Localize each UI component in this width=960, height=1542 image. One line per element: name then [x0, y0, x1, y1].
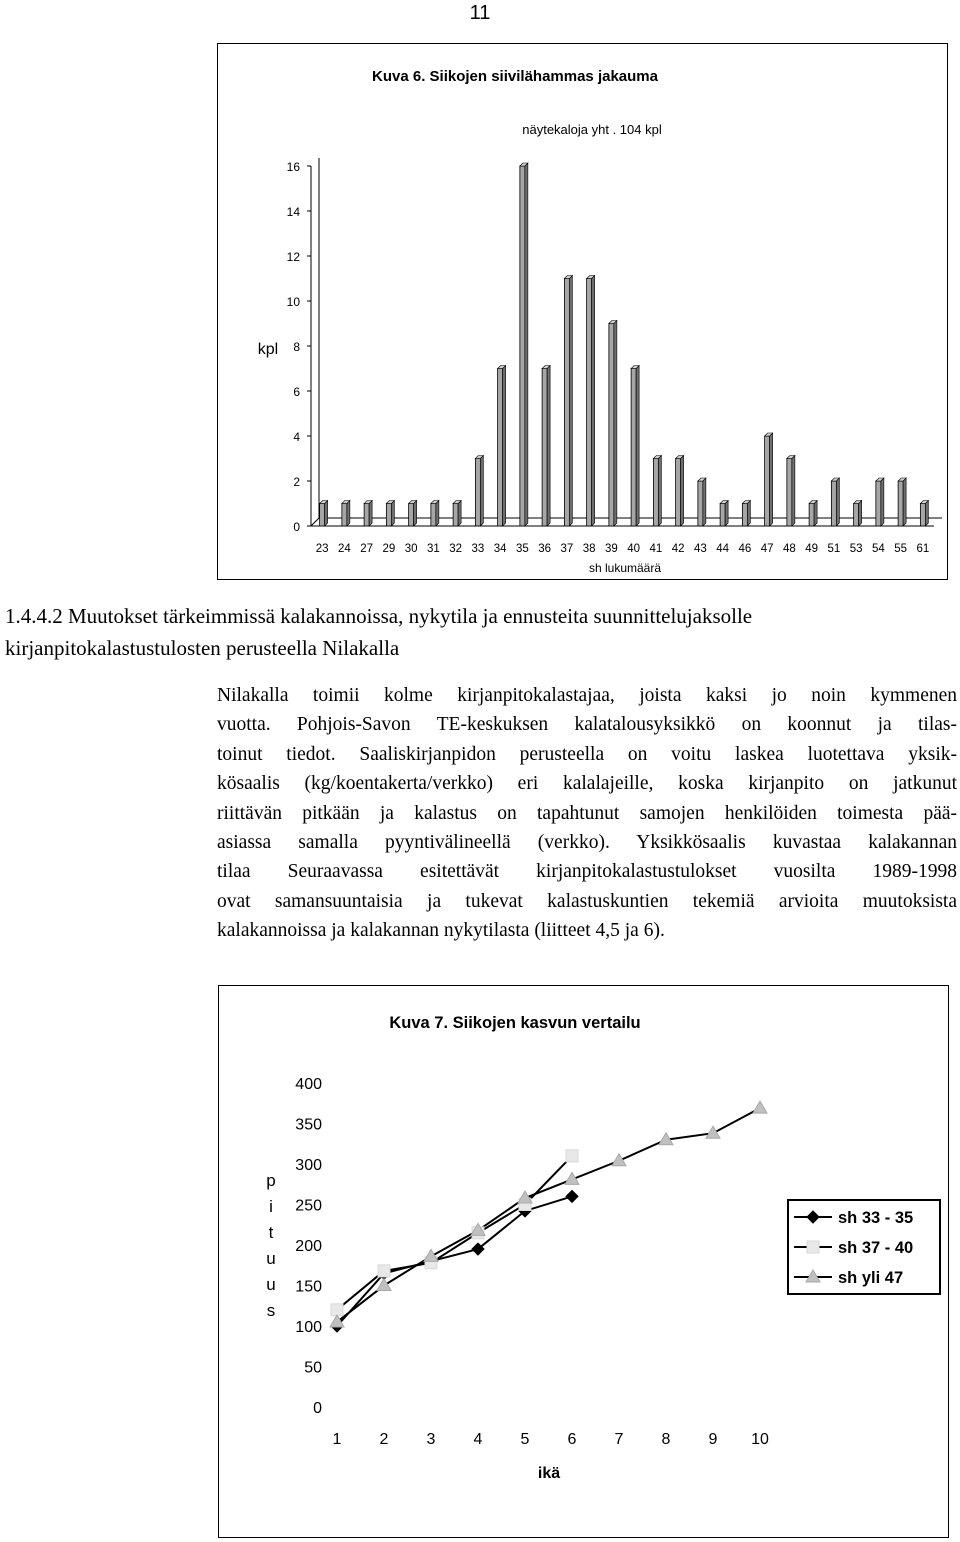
bar	[653, 459, 658, 527]
bar	[609, 324, 614, 527]
marker-triangle	[706, 1126, 720, 1138]
y-tick-label: 300	[295, 1157, 322, 1174]
y-tick-label: 6	[293, 385, 300, 399]
y-tick-label: 0	[313, 1400, 322, 1417]
bar	[342, 504, 347, 527]
x-tick-label: 9	[708, 1431, 718, 1448]
x-tick-label: 35	[515, 543, 529, 555]
x-tick-label: 43	[693, 543, 707, 555]
bar-side	[480, 456, 483, 527]
chart-title: Kuva 6. Siikojen siivilähammas jakauma	[372, 68, 658, 85]
bar-side	[681, 456, 684, 527]
body-line: asiassa samalla pyyntivälineellä (verkko). Yksikkösaalis kuvastaa kalakannan	[217, 832, 957, 854]
chart-subtitle: näytekaloja yht . 104 kpl	[522, 122, 662, 137]
x-tick-label: 27	[360, 543, 374, 555]
bar-side	[881, 478, 884, 526]
x-tick-label: 30	[404, 543, 418, 555]
bar	[920, 504, 925, 527]
bar-side	[525, 163, 528, 526]
y-axis-label-letter: u	[266, 1275, 276, 1294]
x-tick-label: 24	[337, 543, 351, 555]
bar-side	[347, 501, 350, 527]
y-tick-label: 14	[286, 205, 300, 219]
page-number: 11	[469, 2, 491, 24]
x-tick-label: 36	[538, 543, 552, 555]
y-tick-label: 250	[295, 1197, 322, 1215]
body-line: toinut tiedot. Saaliskirjanpidon perusteella on voitu laskea luotettava yksik-	[217, 743, 957, 765]
x-tick-label: 46	[738, 543, 752, 555]
bar-side	[836, 478, 839, 526]
body-line: kalakannoissa ja kalakannan nykytilasta (liitteet 4,5 ja 6).	[217, 920, 665, 942]
bar	[453, 504, 458, 527]
bar	[409, 504, 414, 527]
body-line: riittävän pitkään ja kalastus on tapahtunut samojen henkilöiden toimesta pää-	[217, 802, 957, 824]
legend-label: sh yli 47	[838, 1269, 904, 1287]
marker-triangle	[424, 1249, 438, 1261]
body-line: Nilakalla toimii kolme kirjanpitokalastajaa, joista kaksi jo noin kymmenen	[217, 685, 957, 706]
y-axis-label-letter: i	[269, 1197, 273, 1216]
bar	[676, 459, 681, 527]
bar-side	[325, 501, 328, 527]
y-tick-label: 400	[295, 1076, 322, 1093]
marker-triangle	[612, 1154, 626, 1166]
bar-side	[859, 501, 862, 527]
bar-side	[614, 321, 617, 527]
x-tick-label: 3	[426, 1431, 436, 1448]
bar	[809, 504, 814, 527]
x-tick-label: 42	[671, 543, 685, 555]
x-tick-label: 29	[382, 543, 396, 555]
x-tick-label: 7	[614, 1431, 624, 1448]
bar	[742, 504, 747, 527]
x-tick-label: 48	[782, 543, 796, 555]
section-heading	[5, 600, 955, 664]
legend	[788, 1200, 940, 1294]
series-line	[337, 1196, 572, 1326]
bar-side	[503, 366, 506, 527]
x-tick-label: 31	[426, 543, 440, 555]
figure-sh-distribution	[217, 43, 948, 580]
x-tick-label: 4	[473, 1431, 483, 1448]
y-axis-label: kpl	[257, 341, 279, 358]
y-tick-label: 8	[293, 340, 300, 354]
x-tick-label: 49	[805, 543, 819, 555]
bar	[587, 279, 592, 527]
x-tick-label: 55	[894, 543, 908, 555]
bar	[831, 481, 836, 526]
x-tick-label: 54	[871, 543, 885, 555]
series-line	[337, 1108, 760, 1322]
chart-title: Kuva 7. Siikojen kasvun vertailu	[389, 1014, 641, 1032]
bar-side	[391, 501, 394, 527]
y-tick-label: 0	[293, 520, 300, 534]
body-line: kösaalis (kg/koentakerta/verkko) eri kalalajeille, koska kirjanpito on jatkunut	[217, 773, 957, 795]
bar-side	[458, 501, 461, 527]
y-axis-label-letter: p	[266, 1171, 276, 1190]
bar-side	[547, 366, 550, 527]
x-tick-label: 41	[649, 543, 663, 555]
bar-side	[725, 501, 728, 527]
x-tick-label: 5	[520, 1431, 530, 1448]
body-line: tilaa Seuraavassa esitettävät kirjanpitokalastustulokset vuosilta 1989-1998	[217, 861, 957, 883]
y-tick-label: 4	[293, 430, 300, 444]
x-tick-label: 44	[716, 543, 730, 555]
plot-wall	[311, 158, 319, 526]
bar	[542, 369, 547, 527]
bar-side	[414, 501, 417, 527]
body-line: vuotta. Pohjois-Savon TE-keskuksen kalatalousyksikkö on koonnut ja tilas-	[217, 714, 957, 736]
x-tick-label: 2	[379, 1431, 389, 1448]
bar-side	[569, 276, 572, 527]
x-tick-label: 23	[315, 543, 329, 555]
section-heading-line-1: 1.4.4.2 Muutokset tärkeimmissä kalakannoissa, nykytila ja ennusteita suunnittelujaksolle	[5, 604, 753, 628]
bar-side	[814, 501, 817, 527]
bar	[898, 481, 903, 526]
bar-side	[636, 366, 639, 527]
bar	[386, 504, 391, 527]
body-paragraph	[217, 681, 957, 946]
body-line: ovat samansuuntaisia ja tukevat kalastuskuntien tekemiä arvioita muutoksista	[217, 890, 957, 912]
x-tick-label: 38	[582, 543, 596, 555]
section-heading-line-2: kirjanpitokalastustulosten perusteella Nilakalla	[5, 636, 400, 660]
bar-side	[703, 478, 706, 526]
figure-growth-comparison	[218, 985, 949, 1538]
bar-chart	[218, 44, 947, 579]
bar-side	[903, 478, 906, 526]
x-axis-label: ikä	[537, 1465, 561, 1482]
bar-side	[436, 501, 439, 527]
bar-side	[925, 501, 928, 527]
bar	[564, 279, 569, 527]
y-tick-label: 16	[286, 160, 300, 174]
bar	[876, 481, 881, 526]
bar	[475, 459, 480, 527]
bar	[320, 504, 325, 527]
y-tick-label: 100	[295, 1319, 322, 1336]
x-tick-label: 37	[560, 543, 574, 555]
x-tick-label: 6	[567, 1431, 577, 1448]
x-tick-label: 39	[604, 543, 618, 555]
bar-side	[369, 501, 372, 527]
bar	[720, 504, 725, 527]
y-tick-label: 10	[286, 295, 300, 309]
bar	[698, 481, 703, 526]
x-tick-label: 1	[332, 1431, 342, 1448]
bar-side	[592, 276, 595, 527]
x-axis-label: sh lukumäärä	[588, 561, 662, 575]
marker-diamond	[566, 1190, 578, 1202]
y-tick-label: 350	[295, 1116, 322, 1134]
marker-square	[378, 1265, 390, 1277]
bar	[765, 436, 770, 526]
x-tick-label: 47	[760, 543, 774, 555]
bar-side	[658, 456, 661, 527]
legend-label: sh 37 - 40	[838, 1239, 914, 1257]
y-axis-label-letter: u	[266, 1249, 276, 1268]
bar	[431, 504, 436, 527]
marker-square	[807, 1241, 819, 1253]
y-tick-label: 2	[293, 475, 300, 489]
x-tick-label: 10	[751, 1431, 769, 1448]
bar	[631, 369, 636, 527]
bar	[364, 504, 369, 527]
bar-side	[770, 433, 773, 526]
bar	[787, 459, 792, 527]
legend-label: sh 33 - 35	[838, 1209, 914, 1227]
x-tick-label: 51	[827, 543, 841, 555]
x-tick-label: 61	[916, 543, 930, 555]
x-tick-label: 32	[449, 543, 463, 555]
x-tick-label: 33	[471, 543, 485, 555]
bar	[520, 166, 525, 526]
x-tick-label: 53	[849, 543, 863, 555]
bar-side	[747, 501, 750, 527]
bar	[498, 369, 503, 527]
marker-square	[566, 1150, 578, 1162]
bar-side	[792, 456, 795, 527]
y-tick-label: 200	[295, 1238, 322, 1255]
x-tick-label: 40	[627, 543, 641, 555]
x-tick-label: 34	[493, 543, 507, 555]
y-axis-label-letter: s	[266, 1301, 276, 1320]
marker-triangle	[753, 1101, 767, 1113]
y-tick-label: 150	[295, 1278, 322, 1296]
line-chart	[219, 986, 948, 1537]
y-tick-label: 12	[286, 250, 300, 264]
bar	[854, 504, 859, 527]
x-tick-label: 8	[661, 1431, 671, 1448]
y-axis-label-letter: t	[268, 1223, 274, 1242]
y-tick-label: 50	[304, 1359, 322, 1377]
